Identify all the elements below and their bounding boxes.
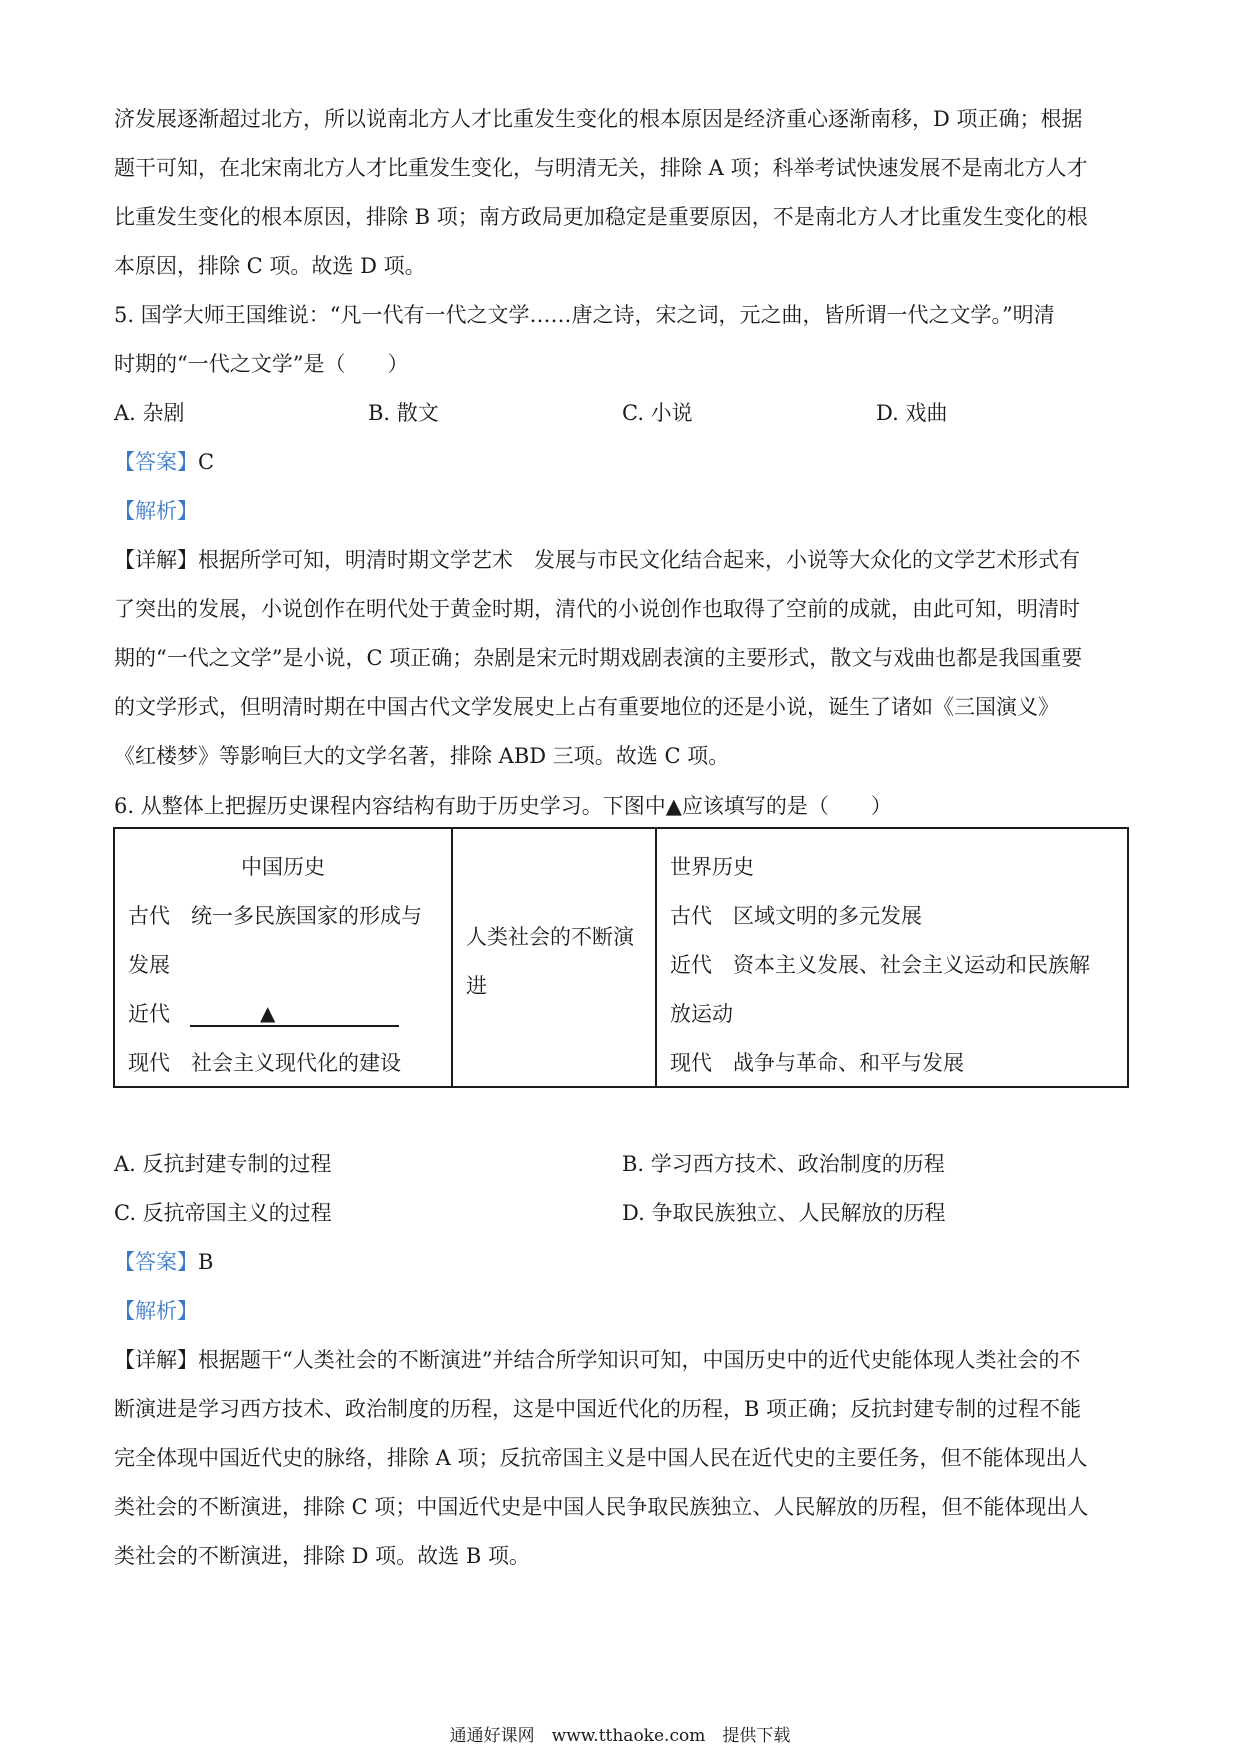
q5-detail-line: 的文学形式，但明清时期在中国古代文学发展史上占有重要地位的还是小说，诞生了诸如《三国演义》	[114, 695, 1059, 719]
detail-tag: 【详解】	[114, 1348, 198, 1372]
explanation-line: 济发展逐渐超过北方，所以说南北方人才比重发生变化的根本原因是经济重心逐渐南移，D 项正确；根据	[114, 107, 1083, 131]
q5-detail-line: 期的“一代之文学”是小说，C 项正确；杂剧是宋元时期戏剧表演的主要形式，散文与戏曲也都是我国重要	[114, 646, 1083, 670]
analysis-tag: 【解析】	[114, 1299, 198, 1323]
answer-value: B	[198, 1250, 214, 1274]
q5-option-c: C. 小说	[622, 401, 693, 425]
history-structure-table	[113, 827, 1129, 1088]
q6-option-b: B. 学习西方技术、政治制度的历程	[622, 1152, 945, 1176]
q5-option-d: D. 戏曲	[876, 401, 948, 425]
answer-tag: 【答案】	[114, 450, 198, 474]
middle-line: 人类社会的不断演	[466, 925, 634, 949]
q5-option-b: B. 散文	[368, 401, 439, 425]
china-ancient-line: 发展	[128, 953, 170, 977]
q6-option-a: A. 反抗封建专制的过程	[114, 1152, 332, 1176]
world-modern-line: 近代 资本主义发展、社会主义运动和民族解	[670, 953, 1090, 977]
china-history-cell	[114, 828, 452, 1087]
q6-detail-line: 类社会的不断演进，排除 C 项；中国近代史是中国人民争取民族独立、人民解放的历程，但不能体现出人	[114, 1495, 1089, 1519]
answer-value: C	[198, 450, 215, 474]
detail-text: 根据题干“人类社会的不断演进”并结合所学知识可知，中国历史中的近代史能体现人类社会的不	[198, 1348, 1081, 1372]
detail-tag: 【详解】	[114, 548, 198, 572]
q5-stem-line: 5. 国学大师王国维说：“凡一代有一代之文学……唐之诗，宋之词，元之曲，皆所谓一代之文学。”明清	[114, 303, 1055, 327]
q5-option-a: A. 杂剧	[114, 401, 185, 425]
china-contemporary-line: 现代 社会主义现代化的建设	[128, 1051, 401, 1075]
explanation-line: 比重发生变化的根本原因，排除 B 项；南方政局更加稳定是重要原因，不是南北方人才比重发生变化的根	[114, 205, 1088, 229]
q5-detail-line	[114, 546, 1080, 574]
middle-line: 进	[466, 974, 487, 998]
q5-stem-line: 时期的“一代之文学”是（ ）	[114, 352, 409, 376]
world-history-cell	[656, 828, 1128, 1087]
answer-blank-line	[190, 1025, 399, 1027]
analysis-tag: 【解析】	[114, 499, 198, 523]
q5-answer	[114, 448, 214, 476]
q5-detail-line: 了突出的发展，小说创作在明代处于黄金时期，清代的小说创作也取得了空前的成就，由此可知，明清时	[114, 597, 1080, 621]
q6-detail-line: 类社会的不断演进，排除 D 项。故选 B 项。	[114, 1544, 530, 1568]
triangle-marker: ▲	[260, 1001, 276, 1025]
china-ancient-line: 古代 统一多民族国家的形成与	[128, 904, 422, 928]
q6-option-c: C. 反抗帝国主义的过程	[114, 1201, 332, 1225]
explanation-line: 题干可知，在北宋南北方人才比重发生变化，与明清无关，排除 A 项；科举考试快速发展不是南北方人才	[114, 156, 1088, 180]
china-history-title: 中国历史	[241, 855, 325, 879]
explanation-line: 本原因，排除 C 项。故选 D 项。	[114, 254, 426, 278]
middle-cell	[452, 828, 656, 1087]
q6-answer	[114, 1248, 213, 1276]
world-history-title: 世界历史	[670, 855, 754, 879]
page-footer: 通通好课网 www.tthaoke.com 提供下载	[449, 1726, 791, 1746]
q6-stem: 6. 从整体上把握历史课程内容结构有助于历史学习。下图中▲应该填写的是（ ）	[114, 794, 892, 818]
q5-detail-line: 《红楼梦》等影响巨大的文学名著，排除 ABD 三项。故选 C 项。	[114, 744, 730, 768]
q6-analysis-tag	[114, 1297, 198, 1325]
world-ancient-line: 古代 区域文明的多元发展	[670, 904, 922, 928]
q6-detail-line	[114, 1346, 1080, 1374]
china-modern-label: 近代	[128, 1002, 170, 1026]
answer-tag: 【答案】	[114, 1250, 198, 1274]
q6-detail-line: 断演进是学习西方技术、政治制度的历程，这是中国近代化的历程，B 项正确；反抗封建专制的过程不能	[114, 1397, 1082, 1421]
q5-analysis-tag	[114, 497, 198, 525]
q6-option-d: D. 争取民族独立、人民解放的历程	[622, 1201, 946, 1225]
world-modern-line: 放运动	[670, 1002, 733, 1026]
q6-detail-line: 完全体现中国近代史的脉络，排除 A 项；反抗帝国主义是中国人民在近代史的主要任务，但不能体现出人	[114, 1446, 1088, 1470]
detail-text: 根据所学可知，明清时期文学艺术 发展与市民文化结合起来，小说等大众化的文学艺术形式有	[198, 548, 1080, 572]
world-contemporary-line: 现代 战争与革命、和平与发展	[670, 1051, 964, 1075]
